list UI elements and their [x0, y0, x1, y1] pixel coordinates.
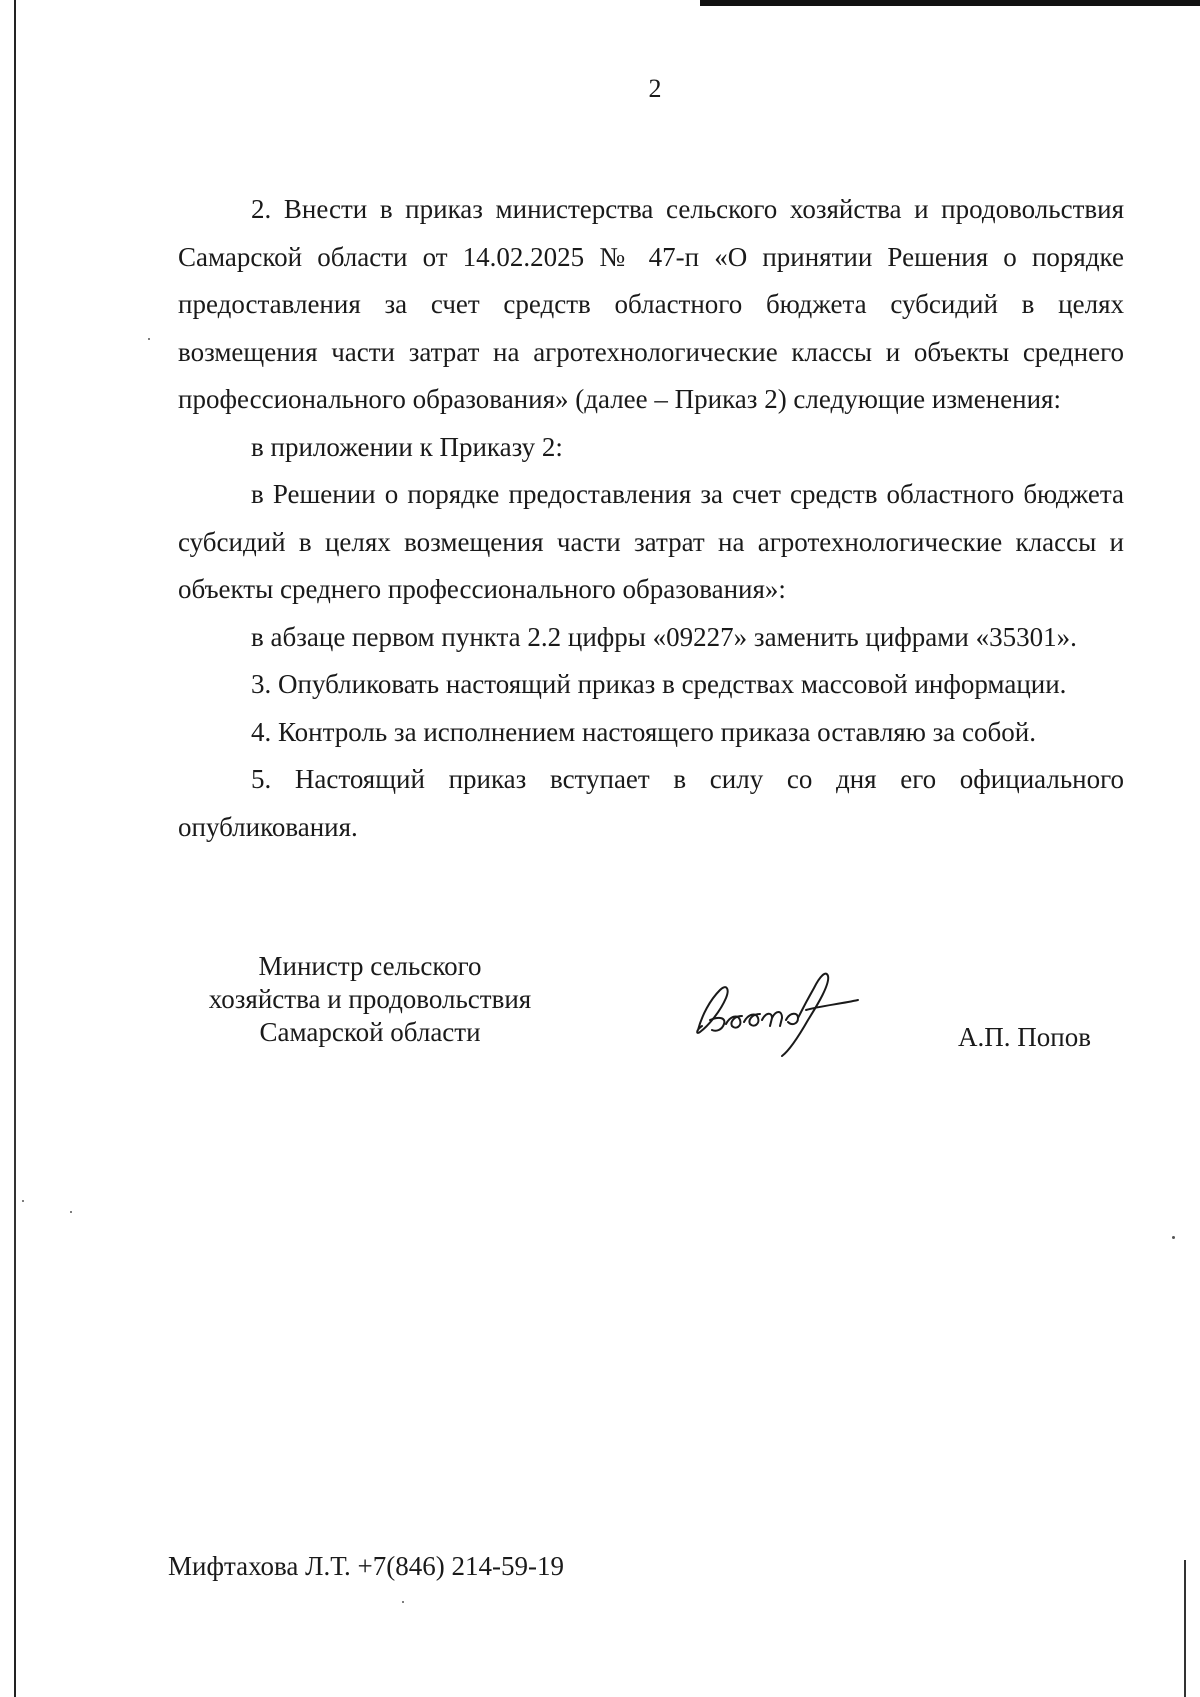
signatory-name: А.П. Попов [958, 1022, 1091, 1052]
scan-edge-top [700, 0, 1200, 6]
handwritten-signature [690, 960, 870, 1060]
paragraph-decision-ref: в Решении о порядке предоставления за счет средств областного бюджета субсидий в целях возмещения части затрат на агротехнологические классы и объекты среднего профессионального образования»: [178, 479, 1124, 604]
scan-speck [148, 338, 150, 340]
scan-edge-left [14, 0, 16, 1697]
signatory-title-line: хозяйства и продовольствия [208, 984, 532, 1014]
scan-speck [402, 1601, 404, 1603]
paragraph-appendix-ref: в приложении к Приказу 2: [251, 431, 563, 462]
scan-edge-right [1184, 1560, 1186, 1697]
scan-speck [70, 1211, 72, 1213]
document-body [178, 186, 1124, 851]
executor-contact: Мифтахова Л.Т. +7(846) 214-59-19 [168, 1551, 564, 1581]
paragraph-item-5: 5. Настоящий приказ вступает в силу со дня его официального опубликования. [178, 764, 1124, 842]
paragraph-item-4: 4. Контроль за исполнением настоящего приказа оставляю за собой. [251, 716, 1036, 747]
paragraph-item-3: 3. Опубликовать настоящий приказ в средствах массовой информации. [251, 669, 1067, 699]
page-number: 2 [648, 74, 662, 103]
paragraph-digits-change: в абзаце первом пункта 2.2 цифры «09227» заменить цифрами «35301». [251, 621, 1077, 652]
scan-speck [1172, 1236, 1175, 1239]
scan-speck [22, 1200, 24, 1202]
signatory-title [190, 950, 550, 1049]
signatory-title-line: Самарской области [259, 1017, 481, 1047]
signatory-title-line: Министр сельского [258, 951, 482, 981]
paragraph-item-2: 2. Внести в приказ министерства сельского хозяйства и продовольствия Самарской области от 14.02.2025 № 47-п «О принятии Решения о порядке предоставления за счет средств областного бюджета субсидий в целях возмещения части затрат на агротехнологические классы и объекты среднего профессионального образования» (далее – Приказ 2) следующие изменения: [178, 194, 1124, 414]
